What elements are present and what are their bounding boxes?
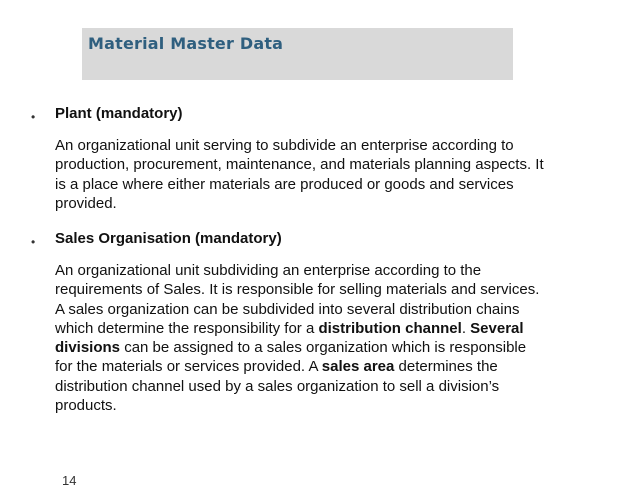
body-line: for the materials or services provided. A sales area determines the bbox=[55, 358, 498, 376]
section-heading-plant: Plant (mandatory) bbox=[55, 105, 183, 122]
body-line: requirements of Sales. It is responsible for selling materials and services. bbox=[55, 281, 540, 299]
slide-title-bar bbox=[82, 28, 513, 80]
body-line: provided. bbox=[55, 194, 117, 212]
body-line: divisions can be assigned to a sales organization which is responsible bbox=[55, 339, 527, 357]
body-line: which determine the responsibility for a distribution channel. Several bbox=[55, 319, 524, 337]
term-divisions: divisions bbox=[55, 339, 121, 357]
term-distribution-channel: distribution channel bbox=[318, 319, 462, 337]
term-sales-area: sales area bbox=[321, 358, 395, 376]
body-line: products. bbox=[55, 397, 117, 415]
slide-title: Material Master Data bbox=[88, 34, 284, 53]
section-heading-sales-organisation: Sales Organisation (mandatory) bbox=[55, 230, 282, 247]
bullet-marker: • bbox=[31, 235, 36, 249]
body-line: production, procurement, maintenance, and materials planning aspects. It bbox=[55, 156, 544, 174]
body-line: is a place where either materials are produced or goods and services bbox=[55, 175, 514, 193]
term-several: Several bbox=[470, 319, 524, 337]
page-number: 14 bbox=[62, 473, 77, 488]
bullet-marker: • bbox=[31, 110, 36, 124]
body-line: distribution channel used by a sales organization to sell a division’s bbox=[55, 377, 500, 395]
section-body-plant bbox=[55, 136, 615, 213]
section-body-sales-organisation bbox=[55, 261, 615, 415]
body-line: An organizational unit serving to subdivide an enterprise according to bbox=[55, 137, 514, 154]
body-line: An organizational unit subdividing an enterprise according to the bbox=[55, 262, 482, 279]
body-line: A sales organization can be subdivided into several distribution chains bbox=[55, 300, 520, 318]
